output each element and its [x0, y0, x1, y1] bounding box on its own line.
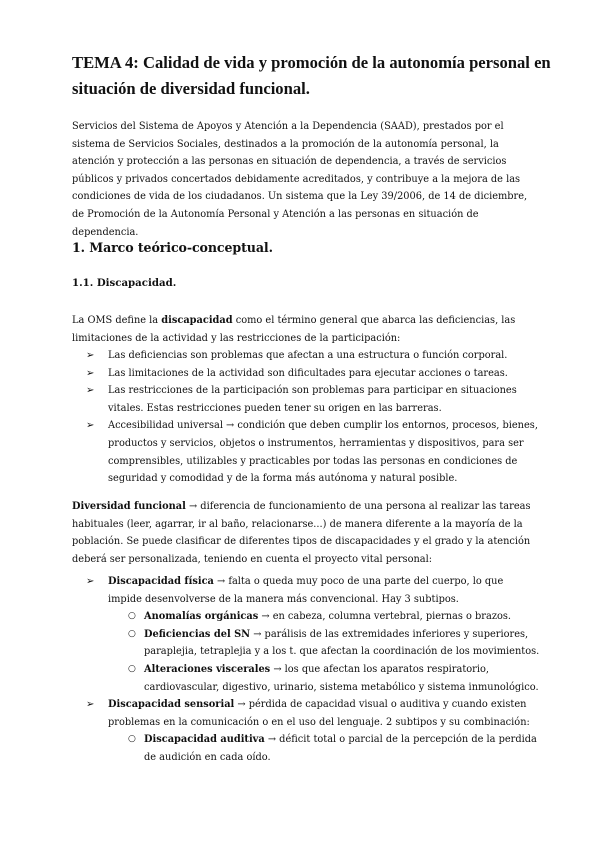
arrow-bullet-icon: ➢	[86, 699, 95, 711]
list-item: ➢ Accesibilidad universal → condición que deben cumplir los entornos, procesos, bienes, productos y servicios, objetos o instrumentos, herramientas y dispositivos, para ser comprensibles, utilizables y practicables por todas las personas en condiciones de seguridad y comodidad y de la forma más autónoma y natural posible.	[72, 417, 540, 487]
section-heading-1-1: 1.1. Discapacidad.	[72, 277, 177, 289]
list-item: ○ Deficiencias del SN → parálisis de las extremidades inferiores y superiores, paraplejia, tetraplejia y a los t. que afectan la coordinación de los movimientos.	[144, 626, 540, 661]
oms-definition-paragraph: La OMS define la discapacidad como el término general que abarca las deficiencias, las limitaciones de la actividad y las restricciones de la participación:	[72, 315, 516, 344]
circle-bullet-icon: ○	[128, 734, 136, 745]
section-heading-1: 1. Marco teórico-conceptual.	[72, 240, 273, 255]
arrow-bullet-icon: ➢	[86, 350, 95, 361]
list-item: ➢ Las restricciones de la participación son problemas para participar en situaciones vitales. Estas restricciones pueden tener su origen en las barreras.	[72, 382, 540, 417]
list-item: ➢ Las limitaciones de la actividad son dificultades para ejecutar acciones o tareas.	[72, 365, 540, 383]
circle-bullet-icon: ○	[128, 628, 136, 639]
arrow-bullet-icon: ➢	[86, 576, 95, 587]
discapacidad-types-list	[72, 573, 540, 767]
arrow-bullet-icon: ➢	[86, 367, 95, 379]
list-item: ○ Discapacidad auditiva → déficit total o parcial de la percepción de la perdida de audición en cada oído.	[144, 731, 540, 766]
list-item: ➢ Discapacidad sensorial → pérdida de capacidad visual o auditiva y cuando existen problemas en la comunicación o en el uso del lenguaje. 2 subtipos y su combinación: ○ Discapacidad auditiva → déficit total o parcial de la percepción de la perdida de audición en cada oído.	[72, 696, 540, 766]
list-item: ○ Alteraciones viscerales → los que afectan los aparatos respiratorio, cardiovascular, digestivo, urinario, sistema metabólico y sistema inmunológico.	[144, 661, 540, 696]
discapacidad-bullet-list	[72, 347, 540, 488]
subtype-list	[108, 608, 540, 696]
circle-bullet-icon: ○	[128, 611, 136, 622]
document-title: TEMA 4: Calidad de vida y promoción de la autonomía personal en situación de diversidad funcional.	[72, 53, 551, 98]
diversidad-funcional-paragraph: Diversidad funcional → diferencia de funcionamiento de una persona al realizar las tareas habituales (leer, agarrar, ir al baño, relacionarse...) de manera diferente a la mayoría de la población. Se puede clasificar de diferentes tipos de discapacidades y el grado y la atención deberá ser personalizada, teniendo en cuenta el proyecto vital personal:	[72, 501, 531, 565]
arrow-bullet-icon: ➢	[86, 385, 95, 397]
arrow-bullet-icon: ➢	[86, 420, 95, 432]
subtype-list	[108, 731, 540, 766]
list-item: ○ Anomalías orgánicas → en cabeza, columna vertebral, piernas o brazos.	[144, 608, 540, 626]
list-item: ➢ Las deficiencias son problemas que afectan a una estructura o función corporal.	[72, 347, 540, 365]
list-item: ➢ Discapacidad física → falta o queda muy poco de una parte del cuerpo, lo que impide desenvolverse de la manera más convencional. Hay 3 subtipos. ○ Anomalías orgánicas → en cabeza, columna vertebral, piernas o brazos. ○ Deficiencias del SN → parálisis de las extremidades inferiores y superiores, paraplejia, tetraplejia y a los t. que afectan la coordinación de los movimientos. ○ Alteraciones viscerales → los que afectan los aparatos respiratorio, cardiovascular, digestivo, urinario, sistema metabólico y sistema inmunológico.	[72, 573, 540, 696]
circle-bullet-icon: ○	[128, 663, 136, 674]
intro-paragraph: Servicios del Sistema de Apoyos y Atención a la Dependencia (SAAD), prestados por el sistema de Servicios Sociales, destinados a la promoción de la autonomía personal, la atención y protección a las personas en situación de dependencia, a través de servicios públicos y privados concertados debidamente acreditados, y contribuye a la mejora de las condiciones de vida de los ciudadanos. Un sistema que la Ley 39/2006, de 14 de diciembre, de Promoción de la Autonomía Personal y Atención a las personas en situación de dependencia.	[72, 121, 528, 238]
